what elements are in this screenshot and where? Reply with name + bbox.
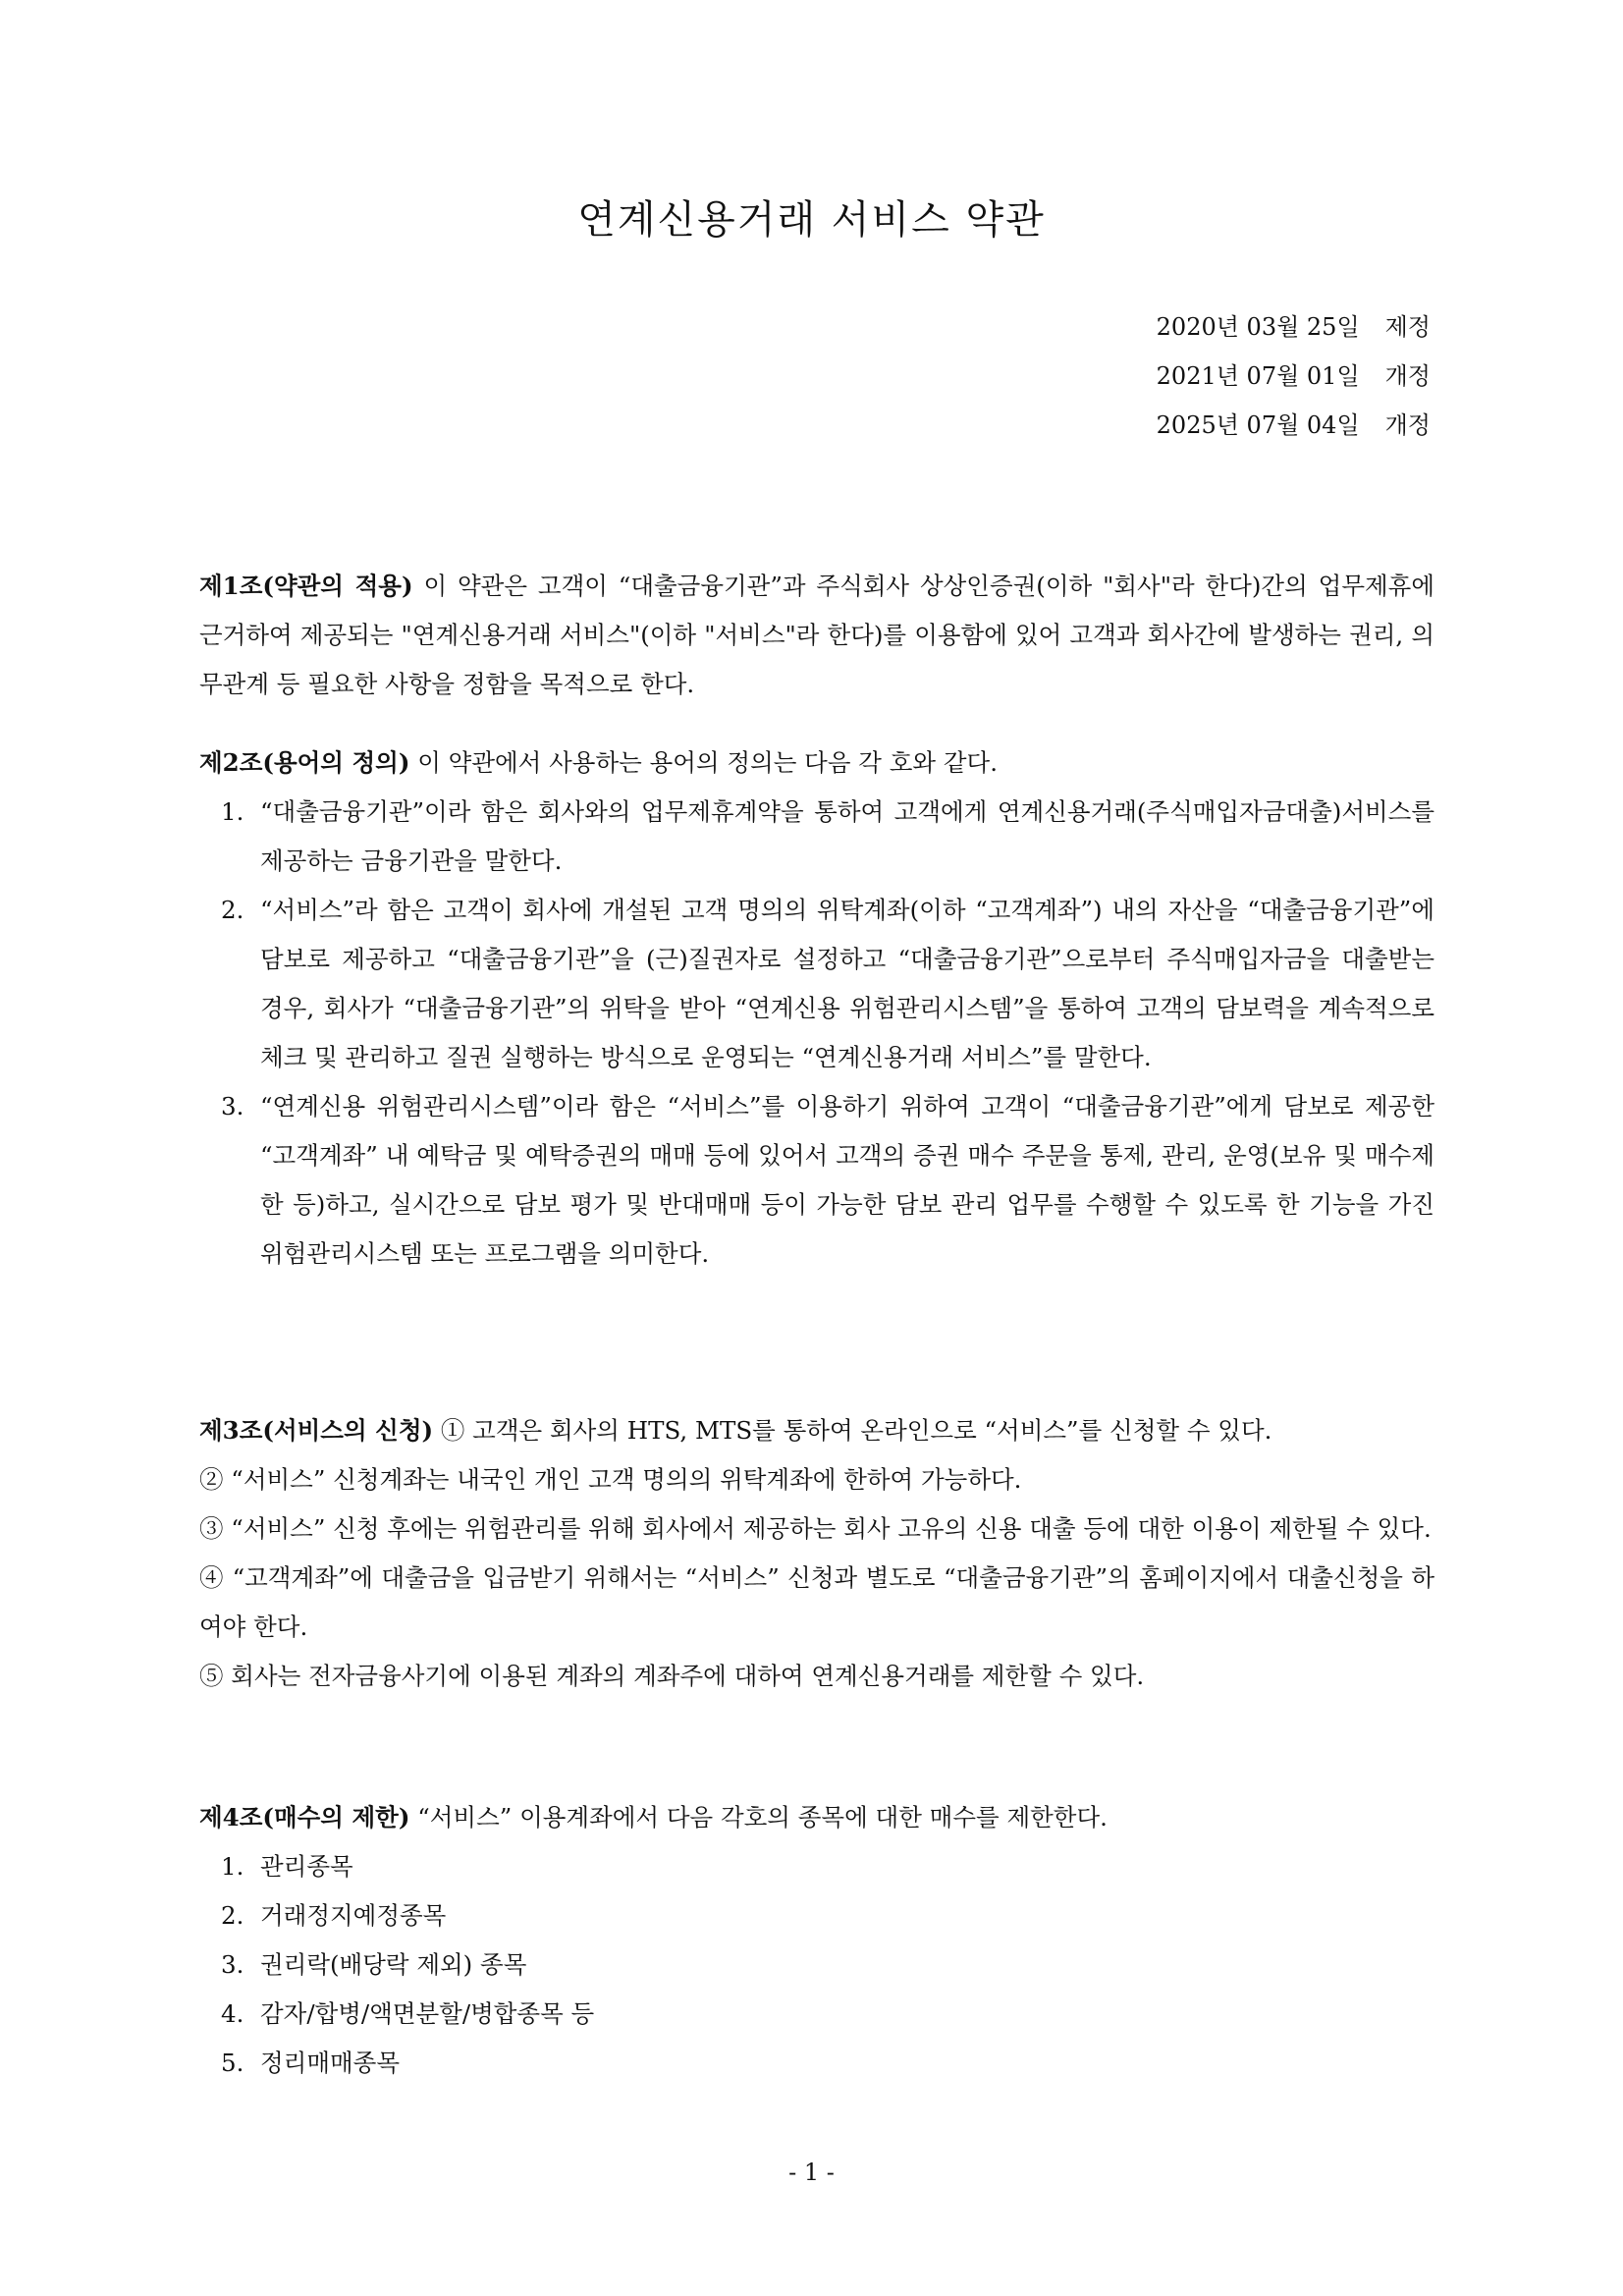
list-item-number: 2. bbox=[221, 1901, 244, 1930]
article-2 bbox=[199, 738, 1434, 1279]
list-item bbox=[199, 1891, 1434, 1941]
article-3-paragraph bbox=[199, 1406, 1434, 1455]
article-2-paragraph bbox=[199, 738, 1434, 788]
list-item-text: “대출금융기관”이라 함은 회사와의 업무제휴계약을 통하여 고객에게 연계신용거래(주식매입자금대출)서비스를 제공하는 금융기관을 말한다. bbox=[260, 797, 1434, 875]
list-item bbox=[199, 2039, 1434, 2088]
revision-type: 개정 bbox=[1384, 362, 1431, 390]
revision-date: 2021년 07월 01일 bbox=[1156, 362, 1360, 390]
list-item bbox=[199, 1842, 1434, 1891]
article-3-clause: ③ “서비스” 신청 후에는 위험관리를 위해 회사에서 제공하는 회사 고유의 신용 대출 등에 대한 이용이 제한될 수 있다. bbox=[199, 1514, 1432, 1543]
article-3 bbox=[199, 1406, 1434, 1701]
document-title: 연계신용거래 서비스 약관 bbox=[577, 197, 1046, 243]
list-item-number: 1. bbox=[221, 797, 244, 826]
revision-type: 개정 bbox=[1384, 411, 1431, 439]
revision-type: 제정 bbox=[1384, 313, 1431, 341]
article-1-text: 이 약관은 고객이 “대출금융기관”과 주식회사 상상인증권(이하 "회사"라 한다)간의 업무제휴에 근거하여 제공되는 "연계신용거래 서비스"(이하 "서비스"라 한다)를 이용함에 있어 고객과 회사간에 발생하는 권리, 의무관계 등 필요한 사항을 정함을 목적으로 한다. bbox=[199, 572, 1434, 698]
list-item-number: 5. bbox=[221, 2049, 244, 2077]
list-item bbox=[199, 788, 1434, 886]
article-3-heading: 제3조(서비스의 신청) bbox=[199, 1416, 434, 1445]
list-item-text: 정리매매종목 bbox=[260, 2049, 401, 2077]
page-number: - 1 - bbox=[788, 2159, 835, 2186]
article-4-paragraph bbox=[199, 1793, 1434, 1842]
list-item-text: 거래정지예정종목 bbox=[260, 1901, 447, 1930]
revision-history bbox=[1157, 302, 1431, 450]
article-2-heading: 제2조(용어의 정의) bbox=[199, 748, 410, 777]
list-item-text: “연계신용 위험관리시스템”이라 함은 “서비스”를 이용하기 위하여 고객이 “대출금융기관”에게 담보로 제공한 “고객계좌” 내 예탁금 및 예탁증권의 매매 등에 있어서 고객의 증권 매수 주문을 통제, 관리, 운영(보유 및 매수제한 등)하고, 실시간으로 담보 평가 및 반대매매 등이 가능한 담보 관리 업무를 수행할 수 있도록 한 기능을 가진 위험관리시스템 또는 프로그램을 의미한다. bbox=[260, 1092, 1434, 1268]
list-item-text: 권리락(배당락 제외) 종목 bbox=[260, 1950, 527, 1979]
article-1 bbox=[199, 562, 1434, 709]
article-4-heading: 제4조(매수의 제한) bbox=[199, 1803, 410, 1831]
list-item-number: 1. bbox=[221, 1852, 244, 1881]
article-1-heading: 제1조(약관의 적용) bbox=[199, 572, 413, 600]
article-1-paragraph bbox=[199, 562, 1434, 709]
list-item-text: “서비스”라 함은 고객이 회사에 개설된 고객 명의의 위탁계좌(이하 “고객계좌”) 내의 자산을 “대출금융기관”에 담보로 제공하고 “대출금융기관”을 (근)질권자로 설정하고 “대출금융기관”으로부터 주식매입자금을 대출받는 경우, 회사가 “대출금융기관”의 위탁을 받아 “연계신용 위험관리시스템”을 통하여 고객의 담보력을 계속적으로 체크 및 관리하고 질권 실행하는 방식으로 운영되는 “연계신용거래 서비스”를 말한다. bbox=[260, 896, 1434, 1071]
revision-date: 2020년 03월 25일 bbox=[1156, 313, 1360, 341]
article-4-text: “서비스” 이용계좌에서 다음 각호의 종목에 대한 매수를 제한한다. bbox=[409, 1803, 1108, 1831]
article-3-clause: ⑤ 회사는 전자금융사기에 이용된 계좌의 계좌주에 대하여 연계신용거래를 제한할 수 있다. bbox=[199, 1662, 1145, 1690]
revision-date: 2025년 07월 04일 bbox=[1156, 411, 1360, 439]
article-3-clause: ④ “고객계좌”에 대출금을 입금받기 위해서는 “서비스” 신청과 별도로 “대출금융기관”의 홈페이지에서 대출신청을 하여야 한다. bbox=[199, 1563, 1434, 1641]
article-4 bbox=[199, 1793, 1434, 2088]
list-item bbox=[199, 886, 1434, 1082]
list-item-number: 4. bbox=[221, 1999, 244, 2028]
list-item-text: 감자/합병/액면분할/병합종목 등 bbox=[260, 1999, 595, 2028]
list-item-number: 3. bbox=[221, 1092, 244, 1121]
list-item-number: 2. bbox=[221, 896, 244, 924]
article-2-list bbox=[199, 788, 1434, 1279]
list-item bbox=[199, 1941, 1434, 1990]
revision-line bbox=[1157, 401, 1431, 450]
article-3-clause: ② “서비스” 신청계좌는 내국인 개인 고객 명의의 위탁계좌에 한하여 가능하다. bbox=[199, 1465, 1022, 1494]
revision-line bbox=[1157, 352, 1431, 401]
list-item-text: 관리종목 bbox=[260, 1852, 353, 1881]
article-2-text: 이 약관에서 사용하는 용어의 정의는 다음 각 호와 같다. bbox=[409, 748, 998, 777]
article-3-text: ① 고객은 회사의 HTS, MTS를 통하여 온라인으로 “서비스”를 신청할 수 있다. bbox=[433, 1416, 1272, 1445]
list-item bbox=[199, 1990, 1434, 2039]
revision-line bbox=[1157, 302, 1431, 352]
list-item bbox=[199, 1082, 1434, 1279]
list-item-number: 3. bbox=[221, 1950, 244, 1979]
article-4-list bbox=[199, 1842, 1434, 2088]
